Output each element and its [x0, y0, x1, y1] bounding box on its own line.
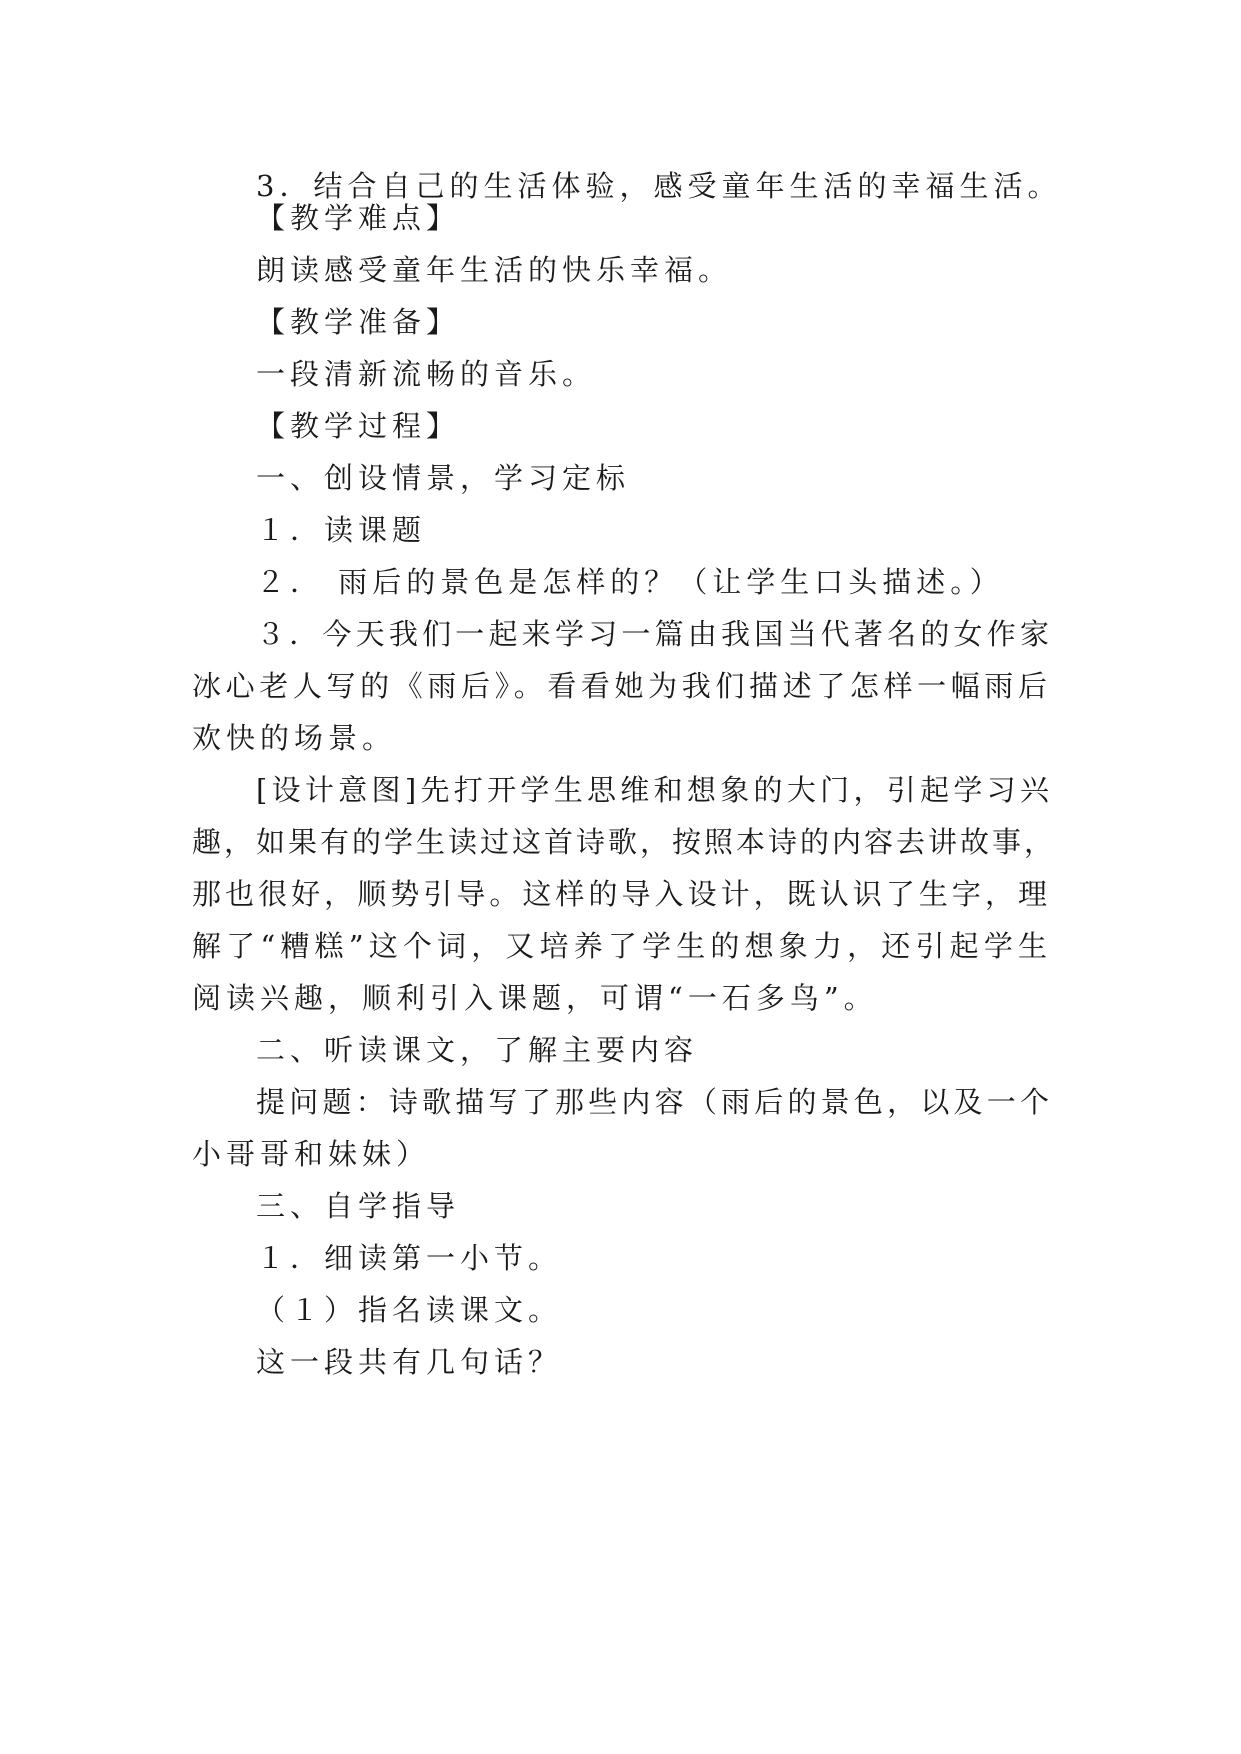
text-line: 二、听读课文，了解主要内容: [256, 1033, 699, 1067]
text-line: １．细读第一小节。: [256, 1241, 563, 1275]
text-line: ３．今天我们一起来学习一篇由我国当代著名的女作家: [256, 617, 1052, 651]
text-line: １．读课题: [256, 513, 427, 547]
section-heading: 【教学过程】: [256, 409, 461, 443]
text-line: 解了“糟糕”这个词，又培养了学生的想象力，还引起学生: [192, 929, 1050, 963]
text-line: 一段清新流畅的音乐。: [256, 357, 597, 391]
text-line: 提问题：诗歌描写了那些内容（雨后的景色，以及一个: [256, 1085, 1052, 1119]
text-line: 冰心老人写的《雨后》。看看她为我们描述了怎样一幅雨后: [192, 669, 1050, 703]
text-line: 欢快的场景。: [192, 721, 397, 755]
text-line: 阅读兴趣，顺利引入课题，可谓“一石多鸟”。: [192, 981, 878, 1015]
text-line: 一、创设情景，学习定标: [256, 461, 631, 495]
text-line: 三、自学指导: [256, 1189, 461, 1223]
text-line: 小哥哥和妹妹）: [192, 1137, 431, 1171]
text-line: 那也很好，顺势引导。这样的导入设计，既认识了生字，理: [192, 877, 1050, 911]
text-line: （１）指名读课文。: [256, 1293, 563, 1327]
section-heading: 【教学准备】: [256, 305, 461, 339]
text-line: [设计意图]先打开学生思维和想象的大门，引起学习兴: [256, 773, 1052, 807]
text-line: 趣，如果有的学生读过这首诗歌，按照本诗的内容去讲故事，: [192, 825, 1057, 859]
text-line: ２． 雨后的景色是怎样的？（让学生口头描述。）: [256, 565, 1004, 599]
text-line: 3．结合自己的生活体验，感受童年生活的幸福生活。: [256, 169, 1062, 203]
text-line: 朗读感受童年生活的快乐幸福。: [256, 253, 733, 287]
section-heading: 【教学难点】: [256, 201, 461, 235]
text-line: 这一段共有几句话？: [256, 1345, 563, 1379]
